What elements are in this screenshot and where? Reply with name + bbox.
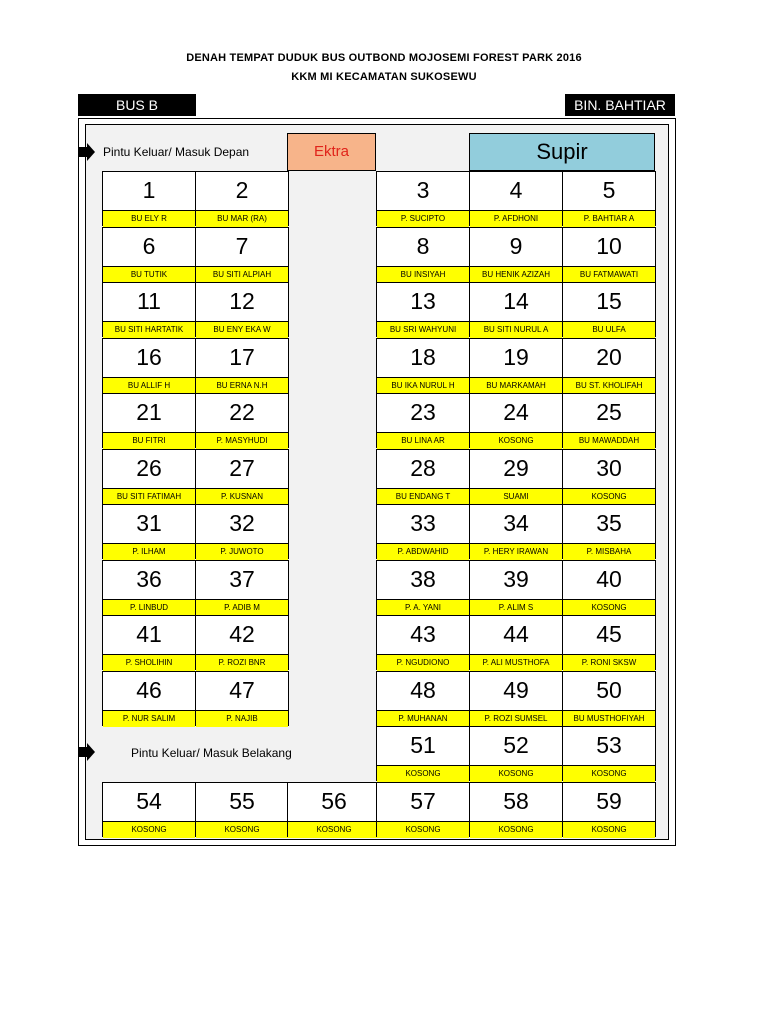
seat-number: 50 (596, 677, 622, 703)
seat-number: 36 (136, 566, 162, 592)
seat-occupant: KOSONG (470, 765, 562, 782)
driver-seat: Supir (469, 133, 655, 171)
seat-34 (469, 504, 563, 559)
seat-occupant: P. ROZI BNR (196, 654, 288, 671)
seat-number: 3 (416, 177, 430, 203)
document-title: DENAH TEMPAT DUDUK BUS OUTBOND MOJOSEMI FOREST PARK 2016 (186, 52, 582, 64)
ektra-seat: Ektra (287, 133, 376, 171)
seat-31 (102, 504, 196, 559)
seat-45 (562, 615, 656, 670)
seat-occupant: BU ERNA N.H (196, 377, 288, 394)
seat-occupant: BU FITRI (103, 432, 195, 449)
seat-47 (195, 671, 289, 726)
seat-number: 2 (235, 177, 249, 203)
seat-number: 5 (602, 177, 616, 203)
document-subtitle: KKM MI KECAMATAN SUKOSEWU (291, 71, 477, 83)
seat-29 (469, 449, 563, 504)
seat-5 (562, 171, 656, 226)
seat-occupant: BU ENDANG T (377, 488, 469, 505)
seat-occupant: P. JUWOTO (196, 543, 288, 560)
seat-8 (376, 227, 470, 282)
seat-number: 15 (596, 288, 622, 314)
seat-number: 4 (509, 177, 523, 203)
seat-occupant: P. SUCIPTO (377, 210, 469, 227)
seat-occupant: P. SHOLIHIN (103, 654, 195, 671)
seat-occupant: BU IKA NURUL H (377, 377, 469, 394)
seat-number: 26 (136, 455, 162, 481)
seat-number: 20 (596, 344, 622, 370)
seat-number: 29 (503, 455, 529, 481)
seat-occupant: BU INSIYAH (377, 266, 469, 283)
seat-number: 48 (410, 677, 436, 703)
seat-25 (562, 393, 656, 448)
seat-52 (469, 726, 563, 781)
seat-number: 31 (136, 510, 162, 536)
seat-59 (562, 782, 656, 837)
seat-number: 8 (416, 233, 430, 259)
seat-occupant: KOSONG (103, 821, 195, 838)
seat-number: 49 (503, 677, 529, 703)
seat-number: 12 (229, 288, 255, 314)
seat-occupant: KOSONG (470, 821, 562, 838)
front-door-label: Pintu Keluar/ Masuk Depan (103, 145, 250, 159)
seat-occupant: P. HERY IRAWAN (470, 543, 562, 560)
seat-38 (376, 560, 470, 615)
seat-number: 19 (503, 344, 529, 370)
seat-number: 51 (410, 732, 436, 758)
seat-53 (562, 726, 656, 781)
seat-number: 24 (503, 399, 529, 425)
seat-43 (376, 615, 470, 670)
seat-number: 10 (596, 233, 622, 259)
seat-13 (376, 282, 470, 337)
seat-22 (195, 393, 289, 448)
seat-46 (102, 671, 196, 726)
seat-occupant: BU TUTIK (103, 266, 195, 283)
seat-occupant: KOSONG (470, 432, 562, 449)
seat-6 (102, 227, 196, 282)
seat-number: 58 (503, 788, 529, 814)
seat-number: 32 (229, 510, 255, 536)
seat-occupant: P. ILHAM (103, 543, 195, 560)
seat-occupant: BU ST. KHOLIFAH (563, 377, 655, 394)
seat-occupant: P. RONI SKSW (563, 654, 655, 671)
seat-occupant: P. NUR SALIM (103, 710, 195, 727)
seat-4 (469, 171, 563, 226)
seat-occupant: KOSONG (377, 821, 469, 838)
seat-occupant: P. ADIB M (196, 599, 288, 616)
seat-35 (562, 504, 656, 559)
seat-number: 27 (229, 455, 255, 481)
seat-number: 21 (136, 399, 162, 425)
seat-number: 11 (137, 288, 161, 314)
seat-55 (195, 782, 289, 837)
seat-occupant: P. BAHTIAR A (563, 210, 655, 227)
seat-occupant: BU MAWADDAH (563, 432, 655, 449)
seat-occupant: P. ROZI SUMSEL (470, 710, 562, 727)
seat-occupant: BU SITI ALPIAH (196, 266, 288, 283)
seat-3 (376, 171, 470, 226)
seat-11 (102, 282, 196, 337)
seat-occupant: P. ABDWAHID (377, 543, 469, 560)
seat-10 (562, 227, 656, 282)
seat-number: 17 (229, 344, 255, 370)
seat-number: 56 (321, 788, 347, 814)
seat-number: 1 (142, 177, 156, 203)
seat-number: 34 (503, 510, 529, 536)
seat-17 (195, 338, 289, 393)
seat-15 (562, 282, 656, 337)
seat-occupant: P. MUHANAN (377, 710, 469, 727)
seat-number: 52 (503, 732, 529, 758)
seat-number: 6 (142, 233, 156, 259)
seat-occupant: P. MASYHUDI (196, 432, 288, 449)
seat-32 (195, 504, 289, 559)
seat-occupant: P. NAJIB (196, 710, 288, 727)
seat-9 (469, 227, 563, 282)
seat-42 (195, 615, 289, 670)
seat-occupant: P. MISBAHA (563, 543, 655, 560)
seat-12 (195, 282, 289, 337)
seat-occupant: BU LINA AR (377, 432, 469, 449)
seat-number: 30 (596, 455, 622, 481)
seat-49 (469, 671, 563, 726)
seat-39 (469, 560, 563, 615)
bus-label: BUS B (78, 94, 196, 116)
seat-occupant: KOSONG (288, 821, 380, 838)
back-door-label: Pintu Keluar/ Masuk Belakang (131, 746, 292, 760)
seat-number: 37 (229, 566, 255, 592)
seat-number: 23 (410, 399, 436, 425)
seat-number: 45 (596, 621, 622, 647)
seat-number: 38 (410, 566, 436, 592)
arrow-right-icon (79, 743, 95, 761)
seat-48 (376, 671, 470, 726)
seat-number: 46 (136, 677, 162, 703)
seat-37 (195, 560, 289, 615)
seat-occupant: BU ENY EKA W (196, 321, 288, 338)
seat-number: 13 (410, 288, 436, 314)
seat-occupant: BU ELY R (103, 210, 195, 227)
seat-56 (287, 782, 381, 837)
seat-occupant: P. ALIM S (470, 599, 562, 616)
seat-number: 40 (596, 566, 622, 592)
seat-51 (376, 726, 470, 781)
seat-36 (102, 560, 196, 615)
seat-16 (102, 338, 196, 393)
seat-occupant: P. ALI MUSTHOFA (470, 654, 562, 671)
seat-occupant: BU MUSTHOFIYAH (563, 710, 655, 727)
seat-33 (376, 504, 470, 559)
seat-number: 43 (410, 621, 436, 647)
seat-number: 28 (410, 455, 436, 481)
seat-occupant: KOSONG (563, 765, 655, 782)
seat-number: 39 (503, 566, 529, 592)
seat-41 (102, 615, 196, 670)
seat-number: 14 (503, 288, 529, 314)
seat-number: 44 (503, 621, 529, 647)
seat-20 (562, 338, 656, 393)
seat-occupant: P. NGUDIONO (377, 654, 469, 671)
seat-40 (562, 560, 656, 615)
seat-28 (376, 449, 470, 504)
seat-26 (102, 449, 196, 504)
seat-number: 22 (229, 399, 255, 425)
arrow-right-icon (79, 143, 95, 161)
seat-number: 55 (229, 788, 255, 814)
seat-occupant: P. KUSNAN (196, 488, 288, 505)
seat-23 (376, 393, 470, 448)
seat-number: 18 (410, 344, 436, 370)
seat-number: 42 (229, 621, 255, 647)
seat-occupant: BU ULFA (563, 321, 655, 338)
seat-24 (469, 393, 563, 448)
seat-occupant: KOSONG (196, 821, 288, 838)
seat-occupant: BU MAR (RA) (196, 210, 288, 227)
seat-number: 33 (410, 510, 436, 536)
seat-50 (562, 671, 656, 726)
seat-number: 16 (136, 344, 162, 370)
seat-occupant: P. A. YANI (377, 599, 469, 616)
bin-label: BIN. BAHTIAR (565, 94, 675, 116)
seat-occupant: BU SITI HARTATIK (103, 321, 195, 338)
seat-occupant: BU FATMAWATI (563, 266, 655, 283)
seat-58 (469, 782, 563, 837)
seat-occupant: KOSONG (563, 599, 655, 616)
seat-54 (102, 782, 196, 837)
seat-30 (562, 449, 656, 504)
seat-2 (195, 171, 289, 226)
seat-number: 7 (235, 233, 249, 259)
seat-number: 47 (229, 677, 255, 703)
seat-number: 53 (596, 732, 622, 758)
seat-14 (469, 282, 563, 337)
seat-18 (376, 338, 470, 393)
seat-occupant: BU HENIK AZIZAH (470, 266, 562, 283)
seat-7 (195, 227, 289, 282)
seat-occupant: KOSONG (377, 765, 469, 782)
seat-27 (195, 449, 289, 504)
seat-44 (469, 615, 563, 670)
seat-occupant: BU ALLIF H (103, 377, 195, 394)
seat-occupant: BU SITI NURUL A (470, 321, 562, 338)
seat-21 (102, 393, 196, 448)
seat-number: 25 (596, 399, 622, 425)
seat-1 (102, 171, 196, 226)
seat-occupant: KOSONG (563, 488, 655, 505)
seat-occupant: P. LINBUD (103, 599, 195, 616)
seat-number: 54 (136, 788, 162, 814)
seat-occupant: P. AFDHONI (470, 210, 562, 227)
seat-occupant: BU SRI WAHYUNI (377, 321, 469, 338)
seat-occupant: SUAMI (470, 488, 562, 505)
seat-19 (469, 338, 563, 393)
seat-number: 59 (596, 788, 622, 814)
seat-57 (376, 782, 470, 837)
seat-number: 35 (596, 510, 622, 536)
seat-number: 57 (410, 788, 436, 814)
seat-number: 41 (136, 621, 162, 647)
seat-occupant: BU MARKAMAH (470, 377, 562, 394)
seat-occupant: KOSONG (563, 821, 655, 838)
seat-occupant: BU SITI FATIMAH (103, 488, 195, 505)
seat-number: 9 (509, 233, 523, 259)
